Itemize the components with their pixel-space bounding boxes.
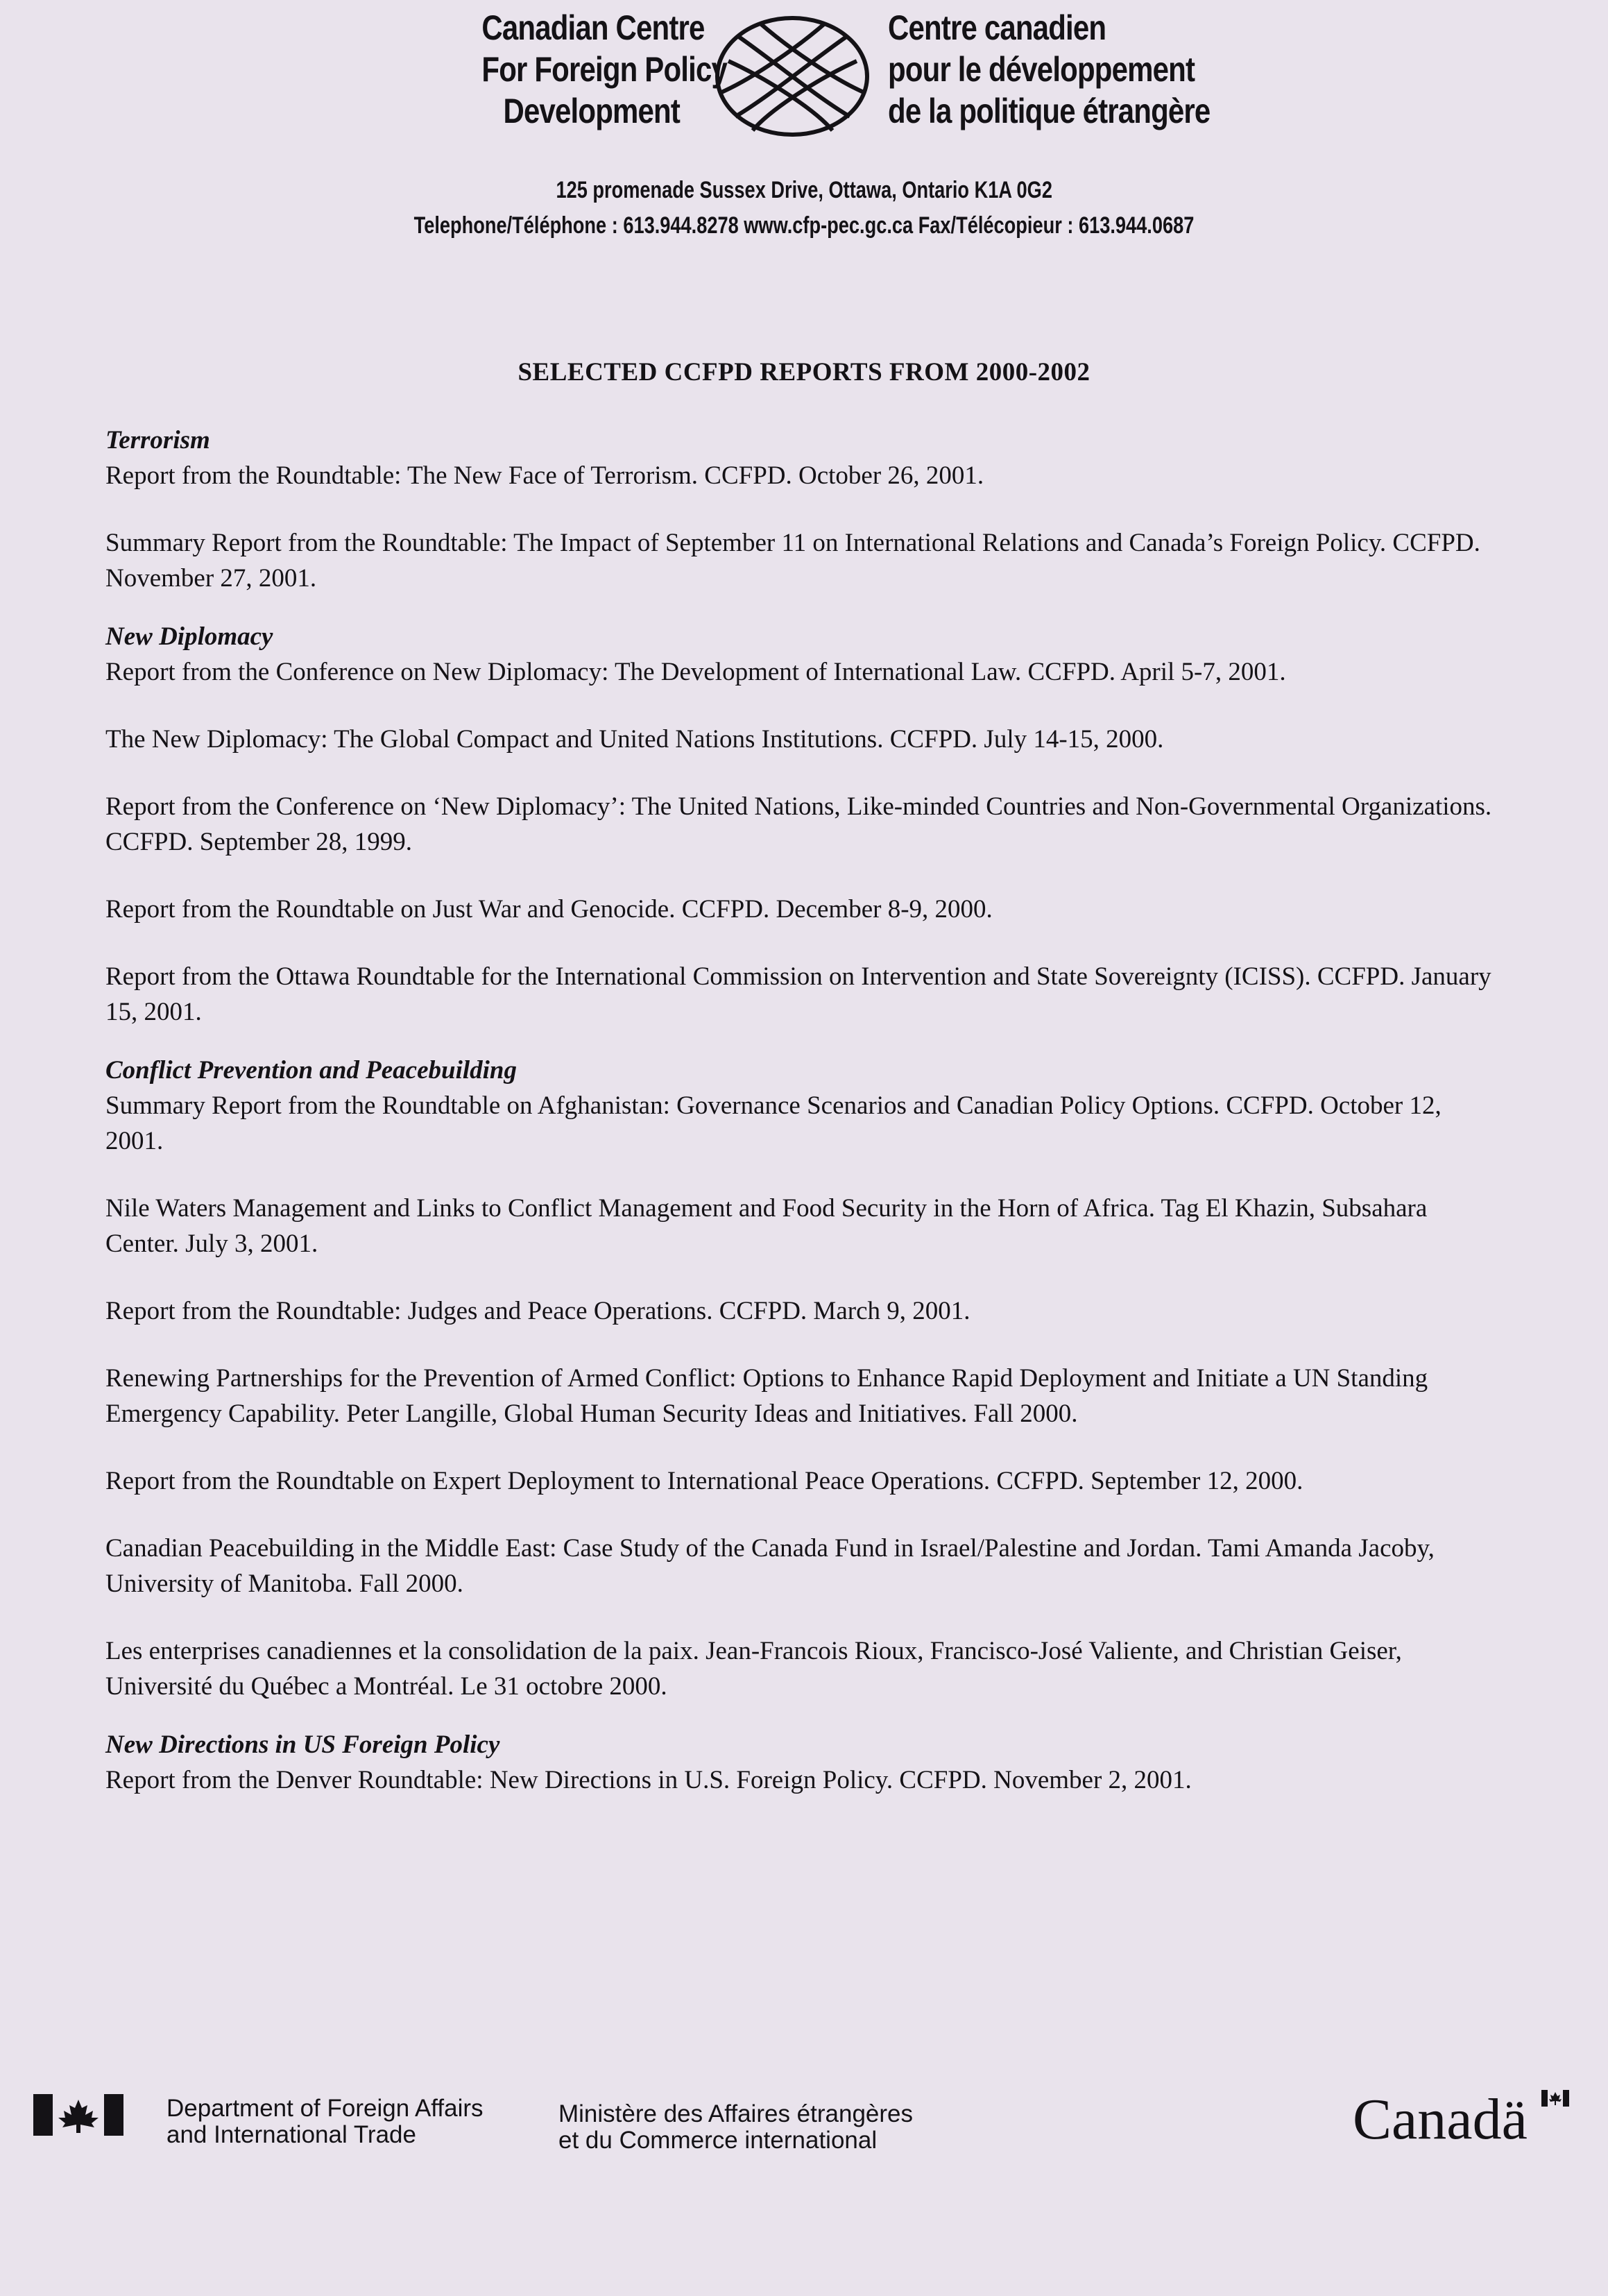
report-entry: Report from the Denver Roundtable: New Directions in U.S. Foreign Policy. CCFPD. November 2, 2001. bbox=[105, 1766, 1192, 1794]
letterhead-contact bbox=[0, 210, 1608, 241]
report-entry: Report from the Roundtable on Just War and Genocide. CCFPD. December 8-9, 2000. bbox=[105, 895, 993, 924]
report-entry: Report from the Ottawa Roundtable for the International Commission on Intervention and State Sovereignty (ICISS). CCFPD. January 15, 2001. bbox=[105, 962, 1491, 1026]
report-list bbox=[105, 423, 1500, 1821]
report-entry: Report from the Conference on ‘New Diplomacy’: The United Nations, Like-minded Countries and Non-Governmental Organizations. CCFPD. September 28, 1999. bbox=[105, 792, 1492, 856]
org-name-en-line-1: Canadian Centre bbox=[481, 8, 705, 47]
report-entry: Report from the Roundtable: The New Face of Terrorism. CCFPD. October 26, 2001. bbox=[105, 461, 984, 490]
report-entry: Report from the Conference on New Diplomacy: The Development of International Law. CCFPD. April 5-7, 2001. bbox=[105, 658, 1286, 686]
contact-text: Telephone/Téléphone : 613.944.8278 www.cfp-pec.gc.ca Fax/Télécopieur : 613.944.0687 bbox=[413, 212, 1195, 239]
org-name-fr-line-1: Centre canadien bbox=[888, 8, 1106, 47]
section-heading: New Diplomacy bbox=[105, 622, 273, 651]
section-terrorism bbox=[105, 423, 1500, 596]
section-conflict-prevention bbox=[105, 1053, 1500, 1704]
org-name-english bbox=[481, 7, 728, 132]
letterhead-address bbox=[0, 175, 1608, 205]
section-heading: Conflict Prevention and Peacebuilding bbox=[105, 1056, 518, 1085]
report-entry: Renewing Partnerships for the Prevention of Armed Conflict: Options to Enhance Rapid Deployment and Initiate a UN Standing Emergency Capability. Peter Langille, Global Human Security Ideas and Initiatives. Fall 2000. bbox=[105, 1364, 1428, 1428]
report-entry: Canadian Peacebuilding in the Middle East: Case Study of the Canada Fund in Israel/Palestine and Jordan. Tami Amanda Jacoby, University of Manitoba. Fall 2000. bbox=[105, 1534, 1435, 1598]
report-entry: Summary Report from the Roundtable on Afghanistan: Governance Scenarios and Canadian Policy Options. CCFPD. October 12, 2001. bbox=[105, 1091, 1442, 1155]
canada-wordmark: Canadä bbox=[1353, 2087, 1528, 2152]
globe-logo-icon bbox=[711, 12, 874, 141]
report-entry: Les enterprises canadiennes et la consolidation de la paix. Jean-Francois Rioux, Francisco-José Valiente, and Christian Geiser, Université du Québec a Montréal. Le 31 octobre 2000. bbox=[105, 1637, 1402, 1701]
wordmark-flag-icon bbox=[1541, 2090, 1569, 2107]
canada-flag-icon bbox=[33, 2094, 123, 2136]
org-name-en-line-3: Development bbox=[503, 92, 680, 130]
report-entry: Report from the Roundtable: Judges and Peace Operations. CCFPD. March 9, 2001. bbox=[105, 1297, 970, 1325]
department-name-french: Ministère des Affaires étrangères et du Commerce international bbox=[558, 2100, 914, 2154]
org-name-fr-line-3: de la politique étrangère bbox=[888, 92, 1211, 130]
section-us-foreign-policy bbox=[105, 1728, 1500, 1798]
org-name-french bbox=[888, 7, 1211, 132]
report-entry: The New Diplomacy: The Global Compact and United Nations Institutions. CCFPD. July 14-15, 2000. bbox=[105, 725, 1164, 754]
department-name-english: Department of Foreign Affairs and International Trade bbox=[166, 2095, 484, 2148]
section-heading: New Directions in US Foreign Policy bbox=[105, 1730, 500, 1759]
report-entry: Nile Waters Management and Links to Conflict Management and Food Security in the Horn of Africa. Tag El Khazin, Subsahara Center. July 3, 2001. bbox=[105, 1194, 1428, 1258]
document-title: SELECTED CCFPD REPORTS FROM 2000-2002 bbox=[518, 358, 1090, 386]
report-entry: Summary Report from the Roundtable: The Impact of September 11 on International Relations and Canada’s Foreign Policy. CCFPD. November 27, 2001. bbox=[105, 529, 1480, 593]
section-new-diplomacy bbox=[105, 620, 1500, 1030]
section-heading: Terrorism bbox=[105, 426, 210, 454]
org-name-fr-line-2: pour le développement bbox=[888, 50, 1195, 89]
address-text: 125 promenade Sussex Drive, Ottawa, Ontario K1A 0G2 bbox=[556, 177, 1052, 203]
org-name-en-line-2: For Foreign Policy bbox=[481, 50, 728, 89]
report-entry: Report from the Roundtable on Expert Deployment to International Peace Operations. CCFPD. September 12, 2000. bbox=[105, 1467, 1303, 1495]
